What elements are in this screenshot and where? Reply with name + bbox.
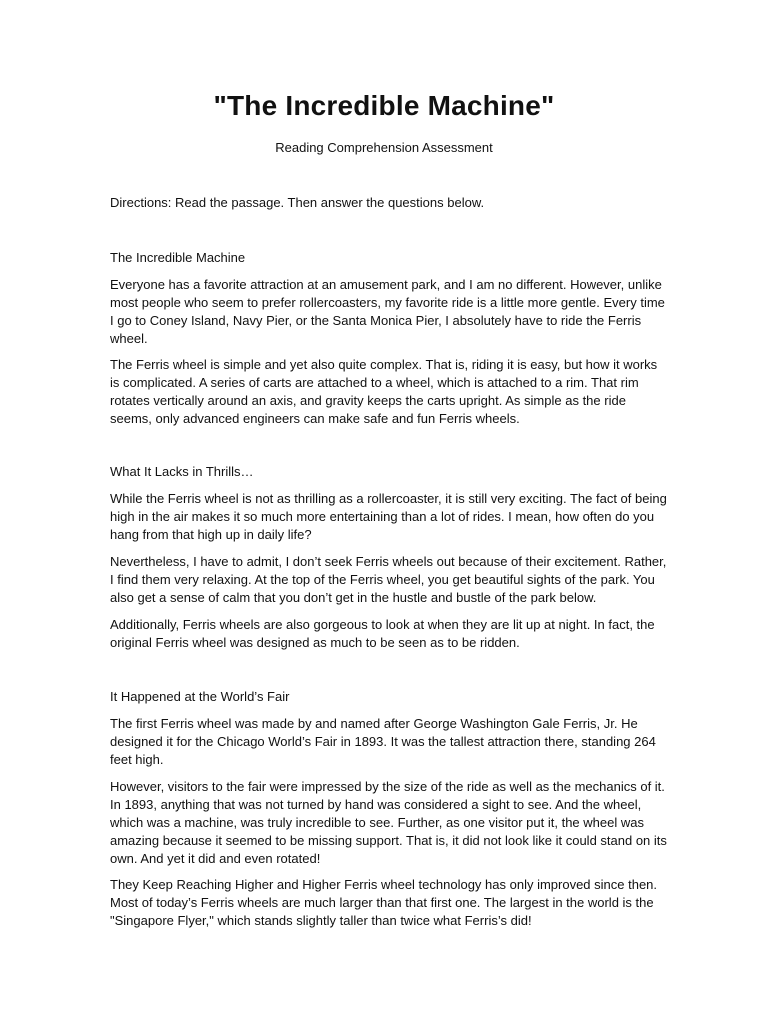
section-heading: The Incredible Machine <box>110 250 246 265</box>
document-subtitle: Reading Comprehension Assessment <box>275 140 493 155</box>
paragraph: The Ferris wheel is simple and yet also quite complex. That is, riding it is easy, but how it works is complicated. A series of carts are attached to a wheel, which is attached to a rim. That rim rotates vertically around an axis, and gravity keeps the carts upright. As simple as the ride seems, only advanced engineers can make safe and fun Ferris wheels. <box>110 357 658 426</box>
paragraph: The first Ferris wheel was made by and named after George Washington Gale Ferris, Jr. He designed it for the Chicago World’s Fair in 1893. It was the tallest attraction there, standing 264 feet high. <box>110 716 656 767</box>
directions-text: Directions: Read the passage. Then answer the questions below. <box>110 195 485 210</box>
document-title: "The Incredible Machine" <box>213 90 555 121</box>
paragraph: Everyone has a favorite attraction at an amusement park, and I am no different. However, unlike most people who seem to prefer rollercoasters, my favorite ride is a little more gentle. Every time I go to Coney Island, Navy Pier, or the Santa Monica Pier, I absolutely have to ride the Ferris wheel. <box>110 277 665 346</box>
paragraph: However, visitors to the fair were impressed by the size of the ride as well as the mechanics of it. In 1893, anything that was not turned by hand was considered a sight to see. And the wheel, which was a machine, was truly incredible to see. Further, as one visitor put it, the wheel was amazing because it seemed to be missing support. That is, it did not look like it could stand on its own. And yet it did and even rotated! <box>110 779 667 866</box>
section-heading: It Happened at the World’s Fair <box>110 689 290 704</box>
section-heading: What It Lacks in Thrills… <box>110 464 254 479</box>
paragraph: Additionally, Ferris wheels are also gorgeous to look at when they are lit up at night. In fact, the original Ferris wheel was designed as much to be seen as to be ridden. <box>110 617 655 650</box>
paragraph: Nevertheless, I have to admit, I don’t seek Ferris wheels out because of their excitement. Rather, I find them very relaxing. At the top of the Ferris wheel, you get beautiful sights of the park. You also get a sense of calm that you don’t get in the hustle and bustle of the park below. <box>110 554 667 605</box>
paragraph: While the Ferris wheel is not as thrilling as a rollercoaster, it is still very exciting. The fact of being high in the air makes it so much more entertaining than a lot of rides. I mean, how often do you hang from that high up in daily life? <box>110 491 667 542</box>
paragraph: They Keep Reaching Higher and Higher Ferris wheel technology has only improved since then. Most of today’s Ferris wheels are much larger than that first one. The largest in the world is the "Singapore Flyer," which stands slightly taller than twice what Ferris’s did! <box>110 877 658 928</box>
